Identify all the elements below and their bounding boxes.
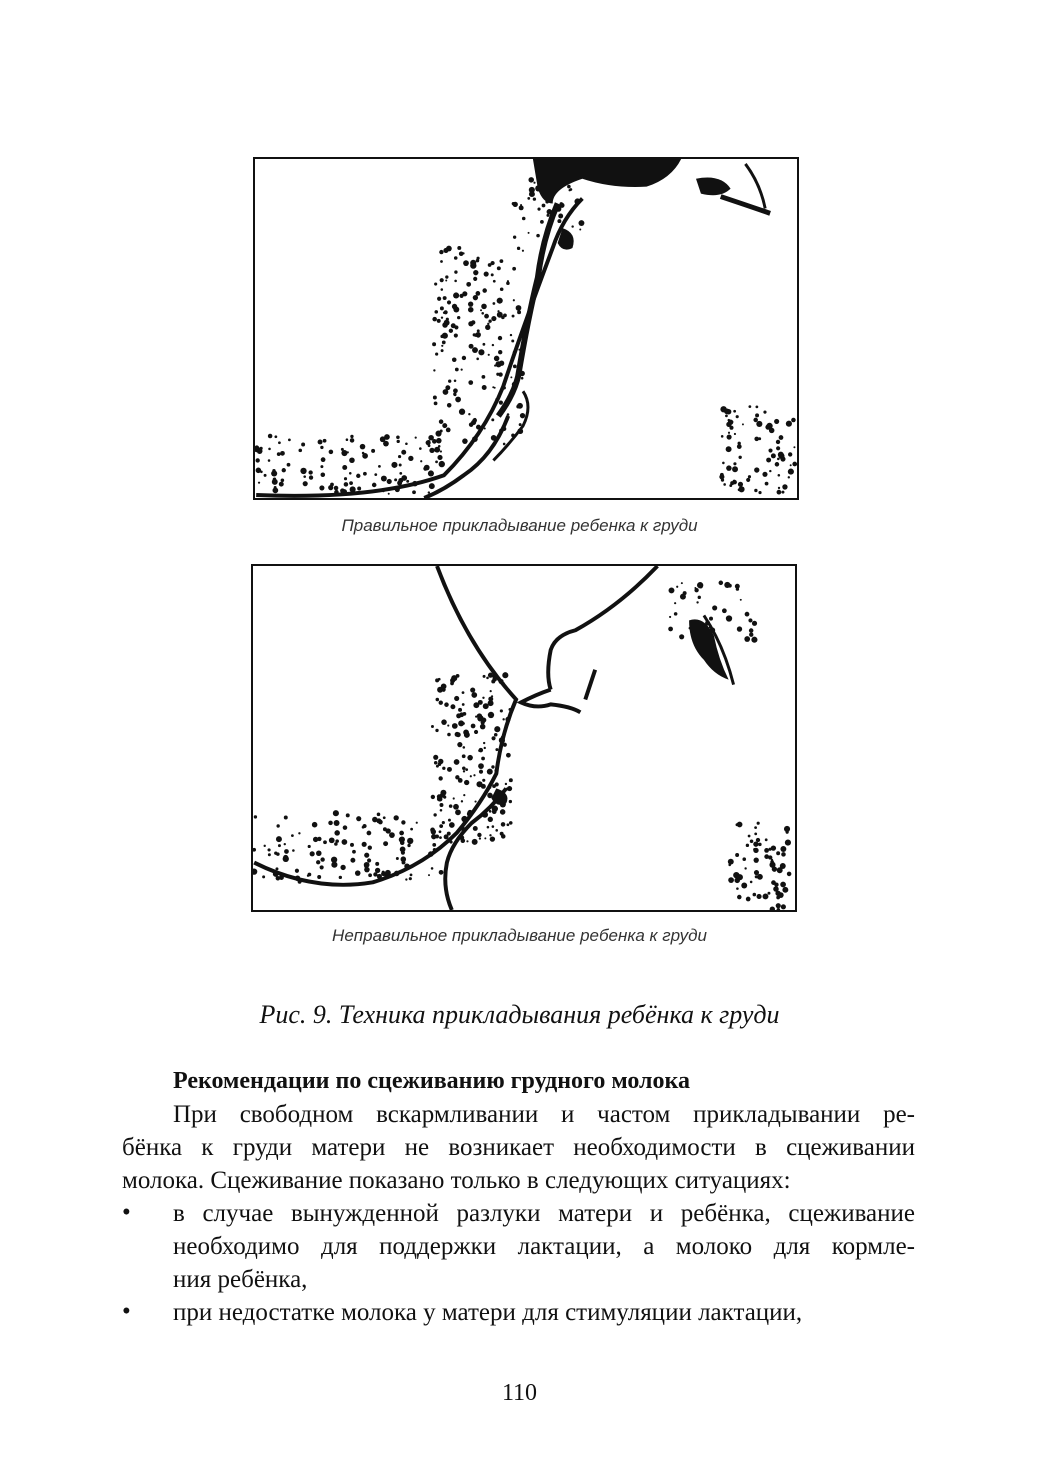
bullet-line: при недостатке молока у матери для стимуляции лактации, [173, 1299, 803, 1326]
correct-latch-illustration [253, 157, 799, 500]
correct-latch-caption: Правильное прикладывание ребенка к груди [341, 516, 698, 535]
incorrect-latch-drawing [253, 566, 795, 910]
bullet-line: необходимо для поддержки лактации, а молоко для кормле- [173, 1233, 915, 1260]
paragraph-line: молока. Сцеживание показано только в следующих ситуациях: [122, 1167, 791, 1194]
incorrect-latch-illustration [251, 564, 797, 912]
bullet-line: в случае вынужденной разлуки матери и ребёнка, сцеживание [173, 1200, 915, 1227]
bullet-symbol: • [122, 1199, 131, 1226]
paragraph-line: бёнка к груди матери не возникает необходимости в сцеживании [122, 1134, 915, 1161]
bullet-symbol: • [122, 1298, 131, 1325]
correct-latch-drawing [255, 159, 797, 498]
page-number: 110 [501, 1380, 538, 1406]
paragraph-line: При свободном вскармливании и частом прикладывании ре- [173, 1101, 915, 1128]
bullet-line: ния ребёнка, [173, 1266, 308, 1293]
section-heading: Рекомендации по сцеживанию грудного молока [173, 1068, 690, 1094]
incorrect-latch-caption: Неправильное прикладывание ребенка к груди [332, 926, 707, 945]
figure-title: Рис. 9. Техника прикладывания ребёнка к груди [259, 1000, 780, 1029]
